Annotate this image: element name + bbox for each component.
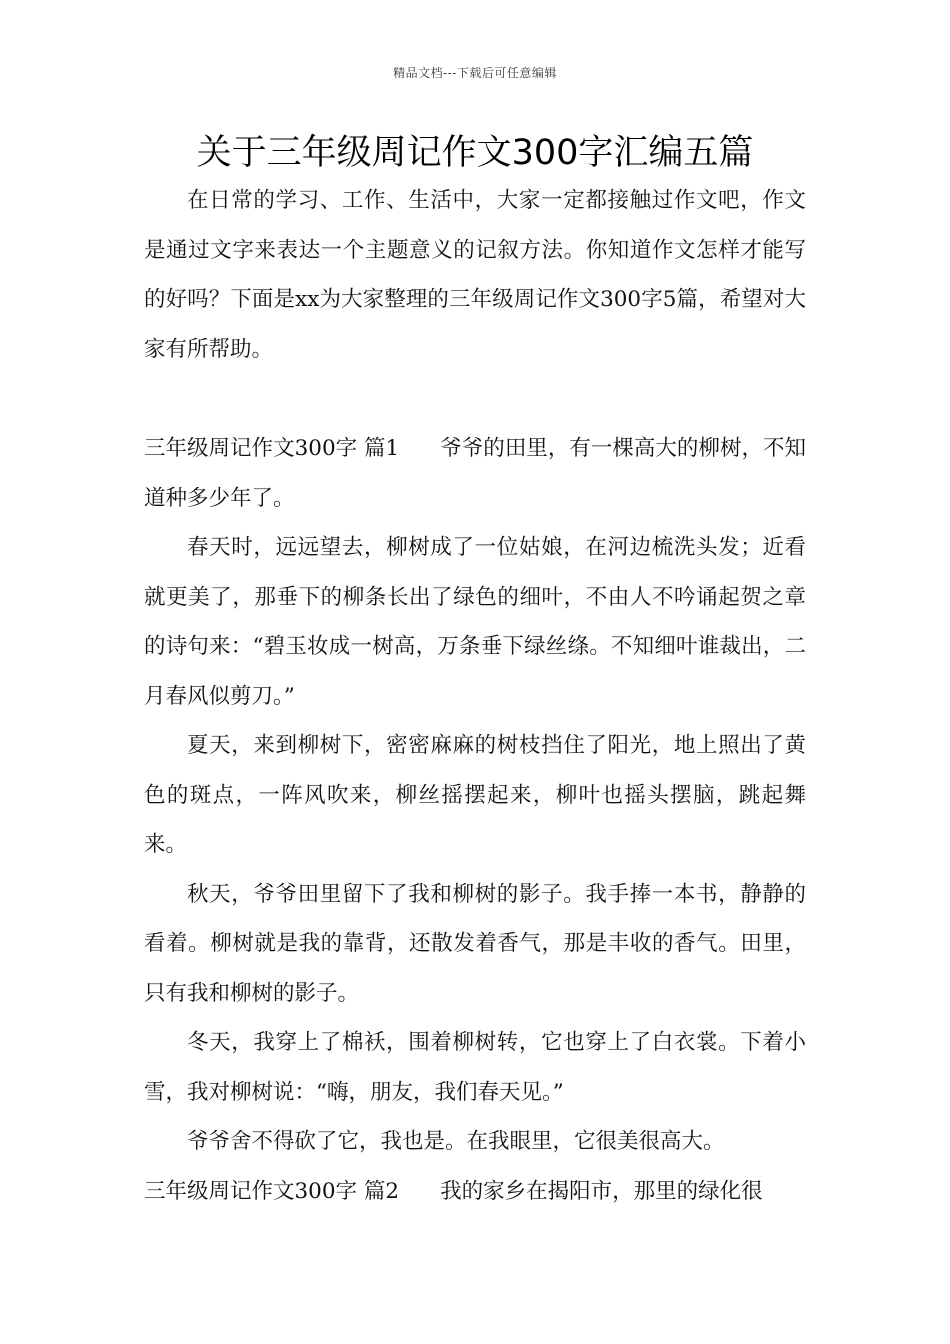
section-2-paragraph (144, 1167, 806, 1217)
section-1-heading: 三年级周记作文300字 篇1 (144, 436, 400, 461)
section-2-heading: 三年级周记作文300字 篇2 (144, 1178, 400, 1204)
intro-paragraph: 在日常的学习、工作、生活中，大家一定都接触过作文吧，作文是通过文字来表达一个主题意义的记叙方法。你知道作文怎样才能写的好吗？下面是xx为大家整理的三年级周记作文300字5篇，希望对大家有所帮助。 (144, 188, 806, 362)
paragraph-spacer (144, 374, 806, 424)
section-1-paragraph-autumn: 秋天，爷爷田里留下了我和柳树的影子。我手捧一本书，静静的看着。柳树就是我的靠背，还散发着香气，那是丰收的香气。田里，只有我和柳树的影子。 (144, 881, 806, 1006)
section-1-paragraph-spring: 春天时，远远望去，柳树成了一位姑娘，在河边梳洗头发；近看就更美了，那垂下的柳条长出了绿色的细叶，不由人不吟诵起贺之章的诗句来：“碧玉妆成一树高，万条垂下绿丝绦。不知细叶谁裁出，二月春风似剪刀。” (144, 535, 806, 709)
document-body (144, 176, 806, 1216)
page-header: 精品文档---下载后可任意编辑 (393, 66, 557, 80)
document-title: 关于三年级周记作文300字汇编五篇 (196, 133, 754, 173)
section-1-paragraph (144, 424, 806, 523)
section-2-lead: 我的家乡在揭阳市，那里的绿化很 (440, 1178, 763, 1204)
section-1-lead: 爷爷的田里，有一棵高大的柳树，不知道种多少年了。 (144, 436, 806, 511)
section-1-paragraph-winter: 冬天，我穿上了棉袄，围着柳树转，它也穿上了白衣裳。下着小雪，我对柳树说：“嗨，朋友，我们春天见。” (144, 1030, 806, 1105)
section-1-paragraph-summer: 夏天，来到柳树下，密密麻麻的树枝挡住了阳光，地上照出了黄色的斑点，一阵风吹来，柳丝摇摆起来，柳叶也摇头摆脑，跳起舞来。 (144, 733, 806, 857)
section-1-paragraph-ending: 爷爷舍不得砍了它，我也是。在我眼里，它很美很高大。 (187, 1129, 725, 1154)
